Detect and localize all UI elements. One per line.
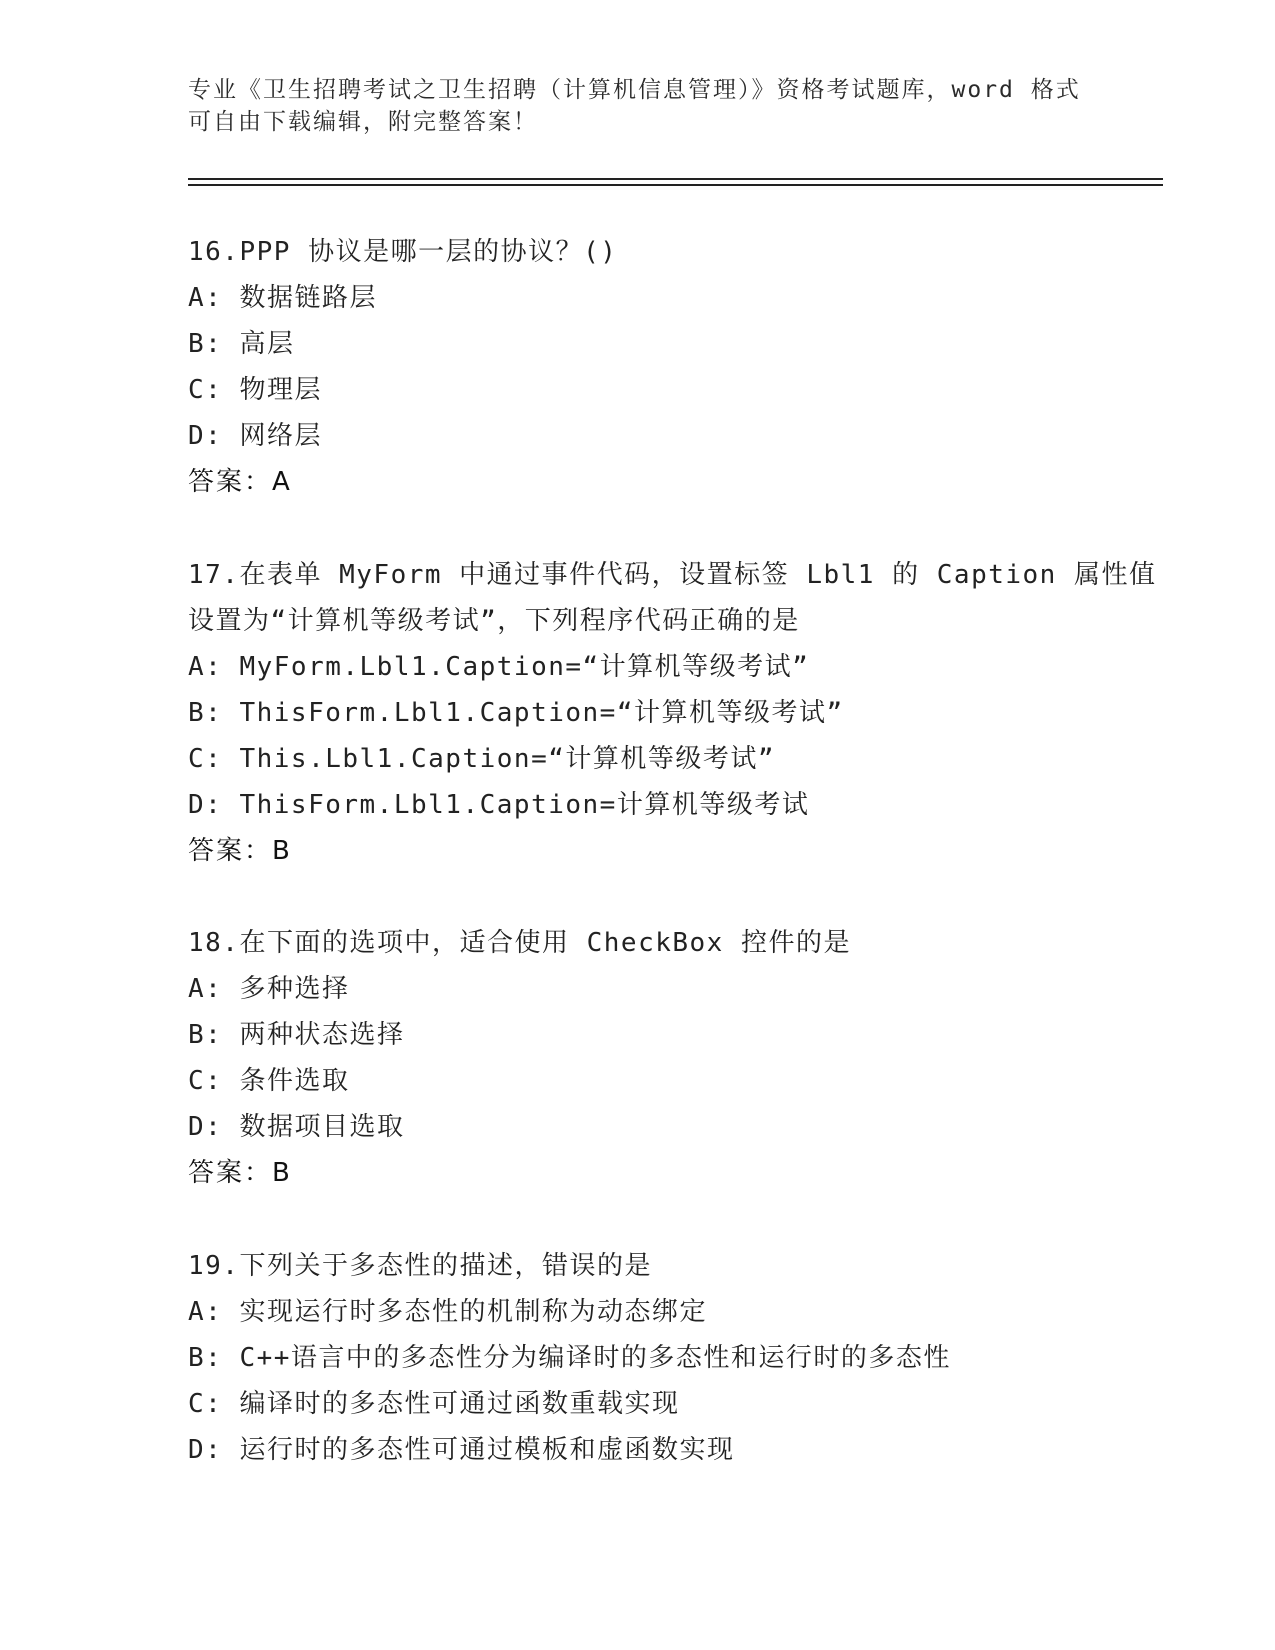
option-b: B: 高层 [188, 329, 295, 359]
option-a: A: MyForm.Lbl1.Caption=“计算机等级考试” [188, 652, 810, 682]
header-divider-bottom [188, 184, 1163, 186]
option-b: B: 两种状态选择 [188, 1020, 405, 1050]
answer: 答案：B [188, 836, 292, 866]
answer: 答案：A [188, 467, 292, 497]
header-line-2: 可自由下载编辑，附完整答案！ [188, 109, 538, 135]
question-stem-line-2: 设置为“计算机等级考试”，下列程序代码正确的是 [188, 606, 800, 636]
option-d: D: 运行时的多态性可通过模板和虚函数实现 [188, 1435, 735, 1465]
option-a: A: 数据链路层 [188, 283, 377, 313]
option-a: A: 实现运行时多态性的机制称为动态绑定 [188, 1297, 707, 1327]
option-b: B: ThisForm.Lbl1.Caption=“计算机等级考试” [188, 698, 844, 728]
document-header [188, 74, 1088, 138]
option-b: B: C++语言中的多态性分为编译时的多态性和运行时的多态性 [188, 1343, 951, 1373]
question-stem: 18.在下面的选项中，适合使用 CheckBox 控件的是 [188, 928, 851, 958]
option-c: C: 条件选取 [188, 1066, 350, 1096]
question-stem: 19.下列关于多态性的描述，错误的是 [188, 1251, 652, 1281]
question-stem-line-1: 17.在表单 MyForm 中通过事件代码，设置标签 Lbl1 的 Caption 属性值 [188, 560, 1157, 590]
option-c: C: 编译时的多态性可通过函数重载实现 [188, 1389, 680, 1419]
question-17 [188, 552, 1157, 874]
question-19 [188, 1243, 1148, 1473]
option-c: C: 物理层 [188, 375, 322, 405]
option-d: D: 数据项目选取 [188, 1112, 405, 1142]
question-16 [188, 229, 1148, 505]
option-d: D: ThisForm.Lbl1.Caption=计算机等级考试 [188, 790, 810, 820]
option-d: D: 网络层 [188, 421, 322, 451]
header-divider-top [188, 178, 1163, 180]
option-c: C: This.Lbl1.Caption=“计算机等级考试” [188, 744, 776, 774]
question-18 [188, 920, 1148, 1196]
header-line-1: 专业《卫生招聘考试之卫生招聘（计算机信息管理）》资格考试题库，word 格式 [188, 77, 1081, 103]
option-a: A: 多种选择 [188, 974, 350, 1004]
answer: 答案：B [188, 1158, 292, 1188]
question-stem: 16.PPP 协议是哪一层的协议？() [188, 237, 618, 267]
